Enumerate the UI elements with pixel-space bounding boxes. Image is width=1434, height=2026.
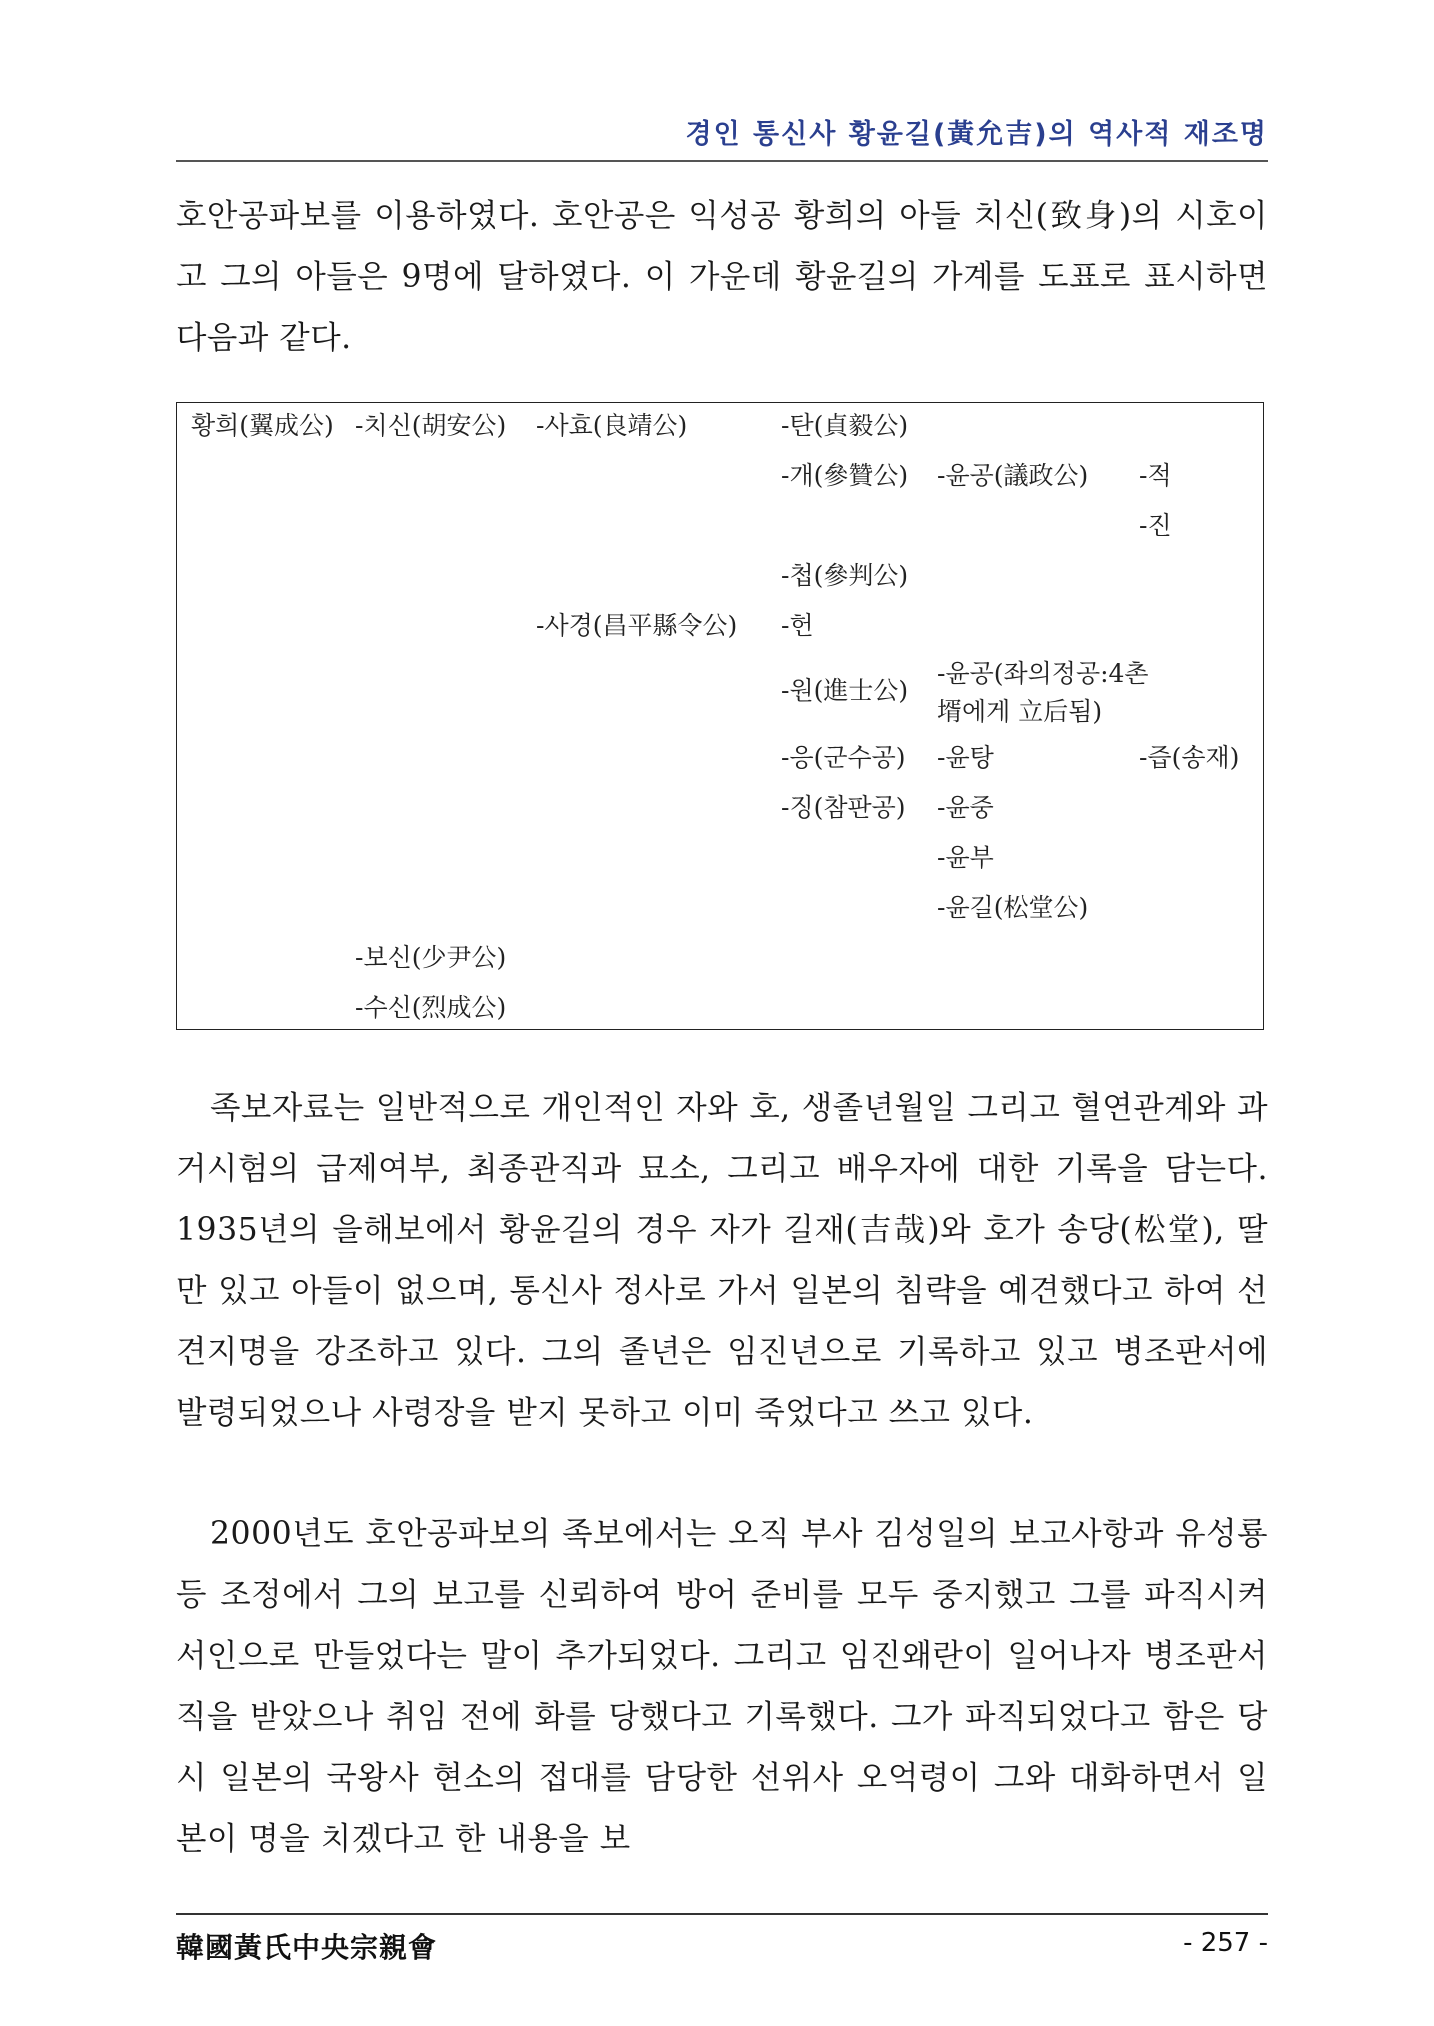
tree-node-sahyo: -사효(良靖公) bbox=[536, 411, 688, 440]
tree-node-yunbu: -윤부 bbox=[937, 843, 994, 872]
tree-node-jing: -징(참판공) bbox=[781, 793, 906, 822]
running-header-title: 경인 통신사 황윤길(黃允吉)의 역사적 재조명 bbox=[685, 119, 1268, 150]
footer-society-name: 韓國黃氏中央宗親會 bbox=[176, 1931, 438, 1964]
tree-node-chisin: -치신(胡安公) bbox=[355, 411, 507, 440]
tree-node-jeup: -즙(송재) bbox=[1139, 743, 1240, 772]
tree-node-heon: -헌 bbox=[781, 611, 814, 640]
header-divider bbox=[176, 160, 1268, 162]
tree-node-jeok: -적 bbox=[1139, 461, 1172, 490]
paragraph-genealogy-records: 족보자료는 일반적으로 개인적인 자와 호, 생졸년월일 그리고 혈연관계와 과거시험의 급제여부, 최종관직과 묘소, 그리고 배우자에 대한 기록을 담는다. 1935년의 을해보에서 황윤길의 경우 자가 길재(吉哉)와 호가 송당(松堂), 딸만 있고 아들이 없으며, 통신사 정사로 가서 일본의 침략을 예견했다고 하여 선견지명을 강조하고 있다. 그의 졸년은 임진년으로 기록하고 있고 병조판서에 발령되었으나 사령장을 받지 못하고 이미 죽었다고 쓰고 있다. bbox=[176, 1090, 1268, 1431]
tree-node-yungong-jwauijeong: -윤공(좌의정공:4촌壻에게 立后됨) bbox=[937, 659, 1149, 726]
tree-node-jin: -진 bbox=[1139, 511, 1172, 540]
paragraph-2000-edition: 2000년도 호안공파보의 족보에서는 오직 부사 김성일의 보고사항과 유성룡 등 조정에서 그의 보고를 신뢰하여 방어 준비를 모두 중지했고 그를 파직시켜 서인으로 만들었다는 말이 추가되었다. 그리고 임진왜란이 일어나자 병조판서 직을 받았으나 취임 전에 화를 당했다고 기록했다. 그가 파직되었다고 함은 당시 일본의 국왕사 현소의 접대를 담당한 선위사 오억령이 그와 대화하면서 일본이 명을 치겠다고 한 내용을 보 bbox=[176, 1516, 1268, 1857]
tree-node-yungil: -윤길(松堂公) bbox=[937, 893, 1089, 922]
tree-node-tan: -탄(貞毅公) bbox=[781, 411, 909, 440]
tree-node-gae: -개(參贊公) bbox=[781, 461, 909, 490]
paragraph-intro: 호안공파보를 이용하였다. 호안공은 익성공 황희의 아들 치신(致身)의 시호이고 그의 아들은 9명에 달하였다. 이 가운데 황윤길의 가계를 도표로 표시하면 다음과 같다. bbox=[176, 198, 1268, 356]
tree-node-cheop: -첩(參判公) bbox=[781, 561, 909, 590]
tree-node-yuntang: -윤탕 bbox=[937, 743, 994, 772]
footer-divider bbox=[176, 1913, 1268, 1915]
tree-node-yungong-uijeong: -윤공(議政公) bbox=[937, 461, 1089, 490]
tree-node-sagyeong: -사경(昌平縣令公) bbox=[536, 611, 738, 640]
tree-node-hwanghui: 황희(翼成公) bbox=[191, 411, 334, 440]
tree-node-bosin: -보신(少尹公) bbox=[355, 943, 507, 972]
tree-node-eung: -응(군수공) bbox=[781, 743, 906, 772]
tree-node-susin: -수신(烈成公) bbox=[355, 993, 507, 1022]
tree-node-won: -원(進士公) bbox=[781, 676, 909, 705]
page-number: - 257 - bbox=[1183, 1928, 1268, 1958]
tree-node-yunjung: -윤중 bbox=[937, 793, 994, 822]
genealogy-table bbox=[176, 402, 1264, 1030]
